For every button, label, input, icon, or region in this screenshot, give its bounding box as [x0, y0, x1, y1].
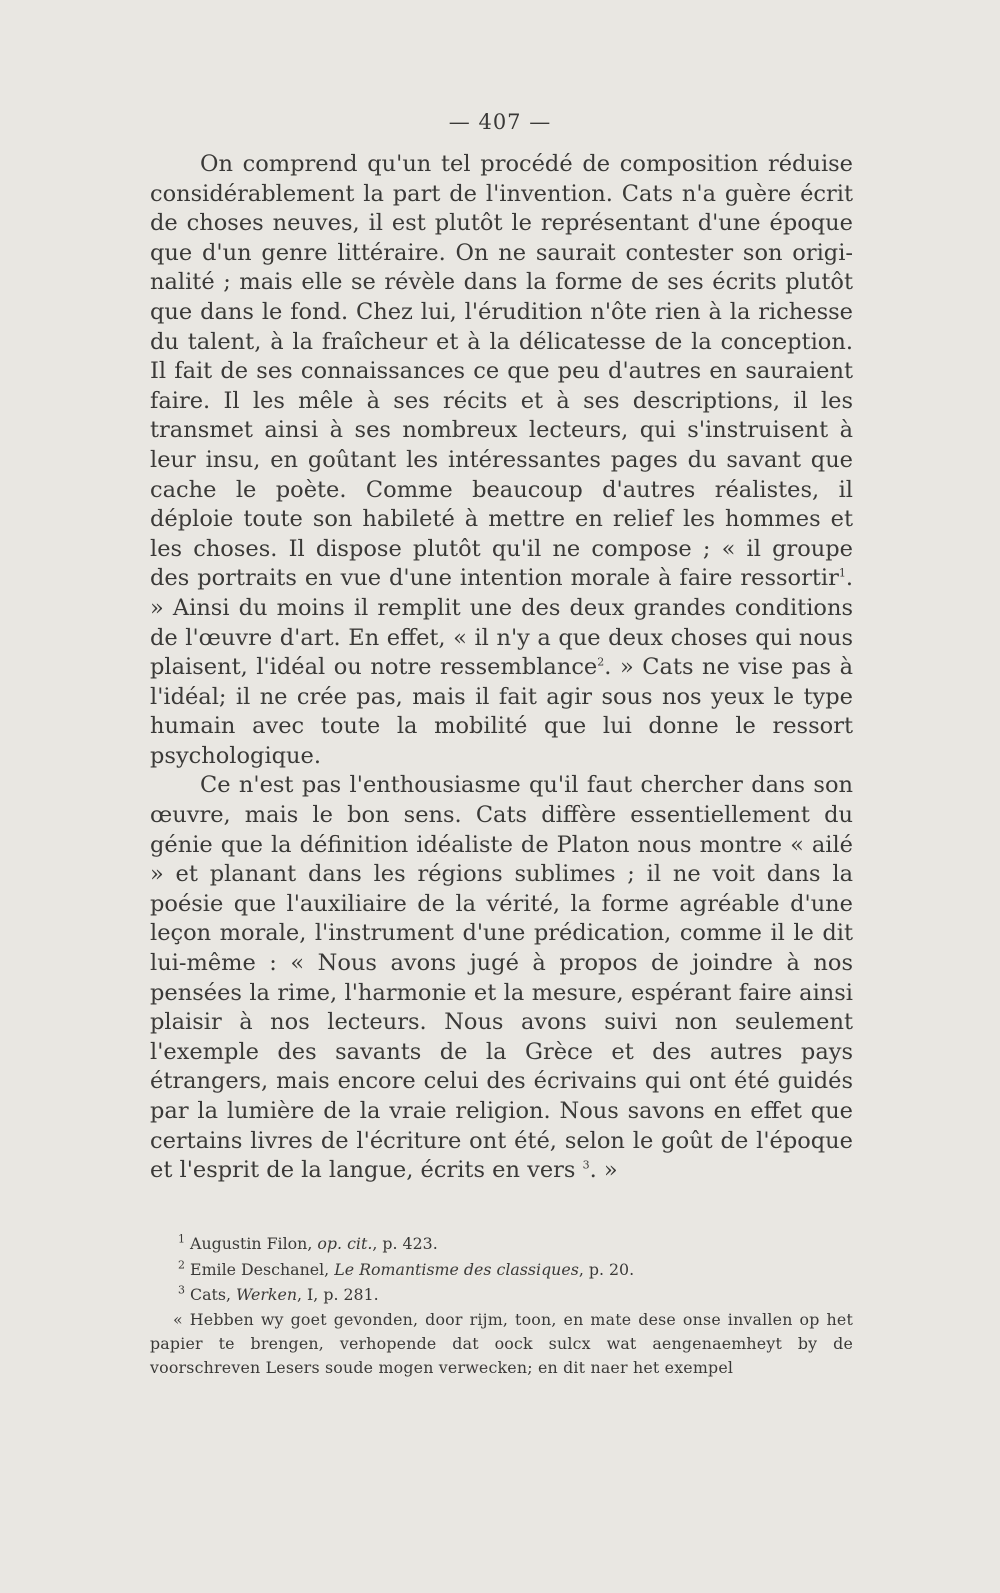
paragraph-2	[150, 771, 853, 1185]
paragraph-1-text-a: On comprend qu'un tel procédé de composition réduise considérablement la part de l'invention. Cats n'a guère écrit de choses neuves, il est plutôt le représentant d'une époque que d'un genre littéraire. On ne saurait contester son origi-nalité ; mais elle se révèle dans la forme de ses écrits plutôt que dans le fond. Chez lui, l'érudition n'ôte rien à la richesse du talent, à la fraîcheur et à la délicatesse de la conception. Il fait de ses connaissances ce que peu d'autres en sauraient faire. Il les mêle à ses récits et à ses descriptions, il les transmet ainsi à ses nombreux lecteurs, qui s'instruisent à leur insu, en goûtant les intéressantes pages du savant que cache le poète. Comme beaucoup d'autres réalistes, il déploie toute son habileté à mettre en relief les hommes et les choses. Il dispose plutôt qu'il ne compose ; « il groupe des portraits en vue d'une intention morale à faire ressortir	[150, 151, 853, 592]
footnote-1	[150, 1231, 853, 1257]
paragraph-2-text-b: . »	[589, 1157, 618, 1184]
footnote-1-rest: , p. 423.	[372, 1234, 438, 1253]
footnote-3-mark: 3	[178, 1283, 185, 1297]
footnote-3-rest: , I, p. 281.	[297, 1285, 379, 1304]
footnote-2-mark: 2	[178, 1258, 185, 1272]
footnote-2-author: Emile Deschanel,	[190, 1259, 335, 1279]
footnote-3-author: Cats,	[190, 1285, 237, 1304]
footnote-2	[150, 1257, 853, 1283]
footnotes	[150, 1231, 853, 1380]
footnote-1-mark: 1	[178, 1232, 185, 1246]
paragraph-1-text-b: . » Ainsi du moins il remplit une des deux grandes conditions de l'œuvre d'art. En effet, « il n'y a que deux choses qui nous plaisent, l'idéal ou notre ressemblance	[150, 565, 853, 681]
footnote-3	[150, 1282, 853, 1308]
footnote-ref-1: 1	[838, 566, 846, 580]
footnote-1-title: op. cit.	[317, 1234, 373, 1253]
footnote-3-quote: « Hebben wy goet gevonden, door rijm, toon, en mate dese onse invallen op het papier te brengen, verhopende dat oock sulcx wat aengenaemheyt by de voorschreven Lesers soude mogen verwecken; en dit naer het exempel	[150, 1309, 853, 1377]
page-number: — 407 —	[448, 110, 552, 134]
paragraph-2-text-a: Ce n'est pas l'enthousiasme qu'il faut chercher dans son œuvre, mais le bon sens. Cats diffère essentiellement du génie que la définition idéaliste de Platon nous montre « ailé » et planant dans les régions sublimes ; il ne voit dans la poésie que l'auxiliaire de la vérité, la forme agréable d'une leçon morale, l'instrument d'une prédication, comme il le dit lui-même : « Nous avons jugé à propos de joindre à nos pensées la rime, l'harmonie et la mesure, espérant faire ainsi plaisir à nos lecteurs. Nous avons suivi non seulement l'exemple des savants de la Grèce et des autres pays étrangers, mais encore celui des écrivains qui ont été guidés par la lumière de la vraie religion. Nous savons en effet que certains livres de l'écriture ont été, selon le goût de l'époque et l'esprit de la langue, écrits en vers	[150, 772, 853, 1184]
footnote-2-rest: , p. 20.	[578, 1259, 635, 1279]
footnote-ref-2: 2	[597, 655, 605, 669]
paragraph-1	[150, 150, 853, 771]
footnote-2-title: Le Romantisme des classiques	[334, 1259, 579, 1279]
body-text	[150, 150, 853, 1186]
paragraph-1-text-c: . » Cats ne vise pas à l'idéal; il ne crée pas, mais il fait agir sous nos yeux le type humain avec toute la mobilité que lui donne le ressort psychologique.	[150, 654, 854, 769]
footnote-3-title: Werken	[236, 1285, 297, 1304]
footnote-ref-3: 3	[582, 1158, 590, 1172]
footnote-1-author: Augustin Filon,	[190, 1234, 318, 1253]
